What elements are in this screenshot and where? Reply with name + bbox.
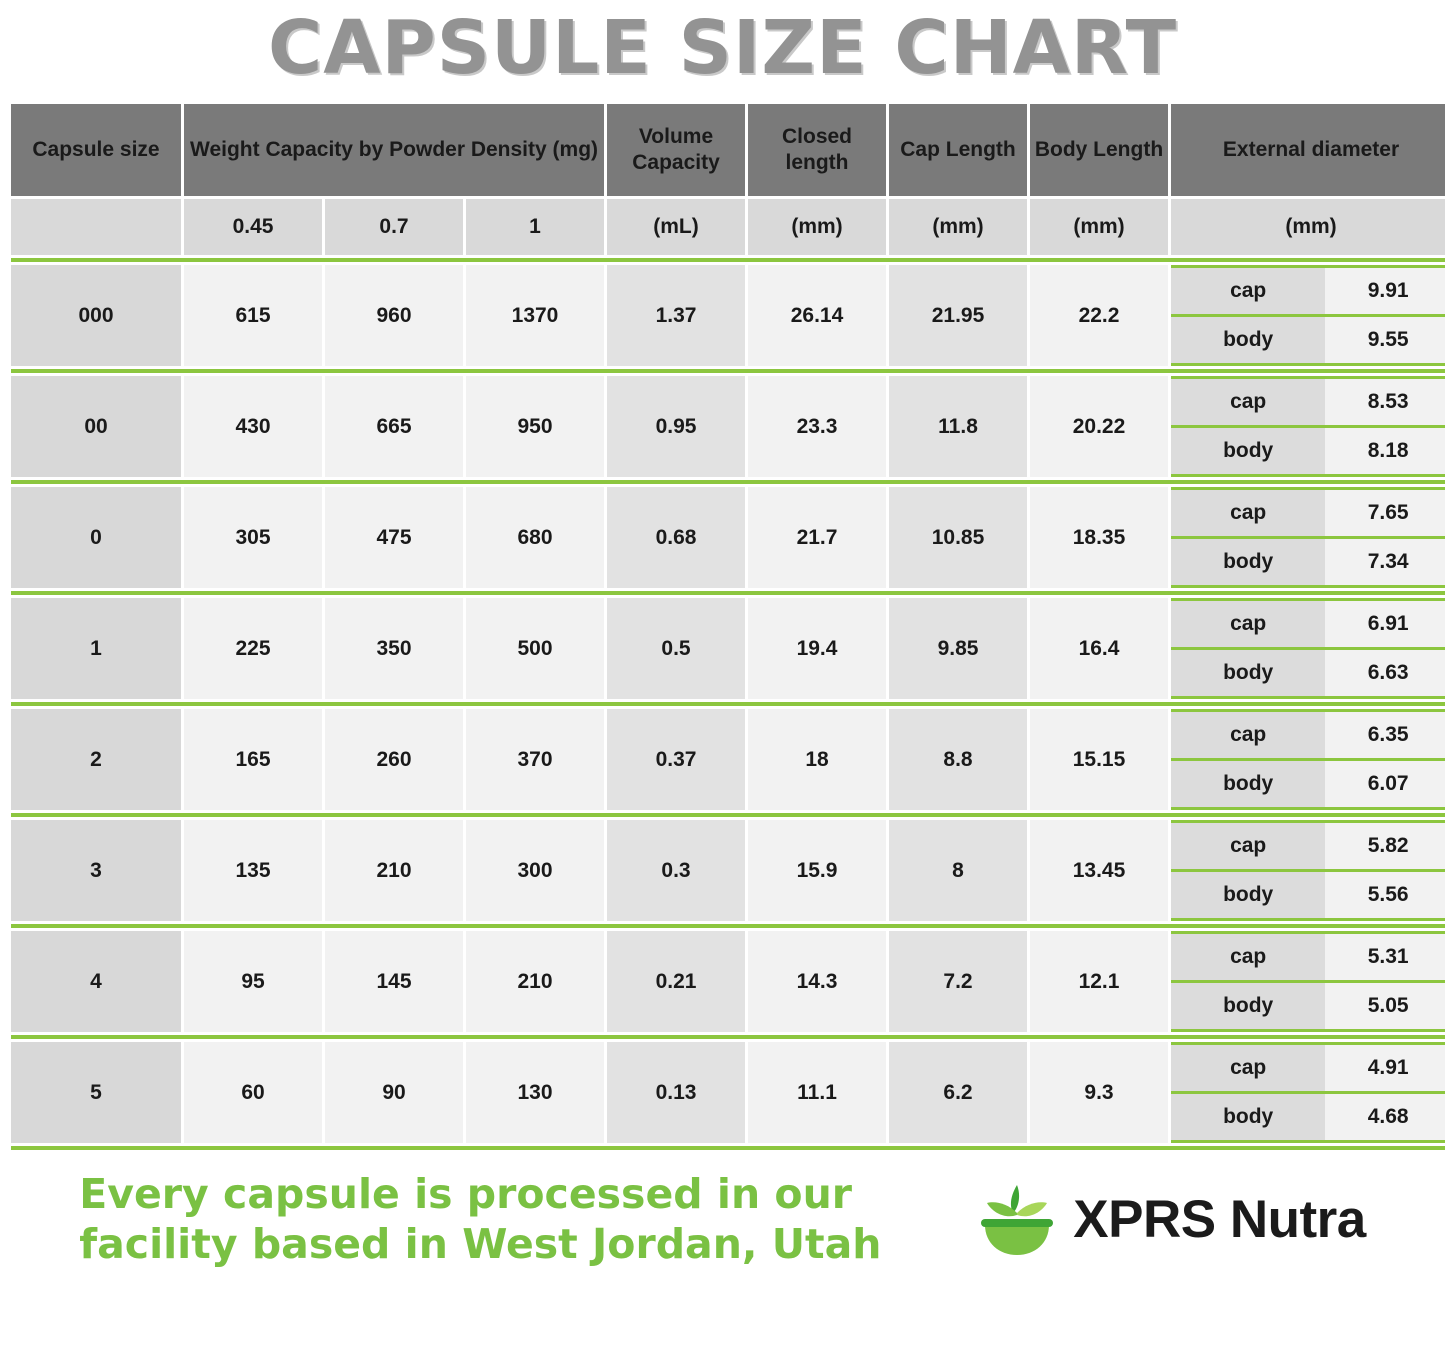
cell-closed: 14.3 <box>748 931 886 1032</box>
cell-w1: 680 <box>466 487 604 588</box>
footer-tagline: Every capsule is processed in our facility based in West Jordan, Utah <box>79 1170 882 1269</box>
subheader-density-045: 0.45 <box>184 199 322 255</box>
cell-w1: 130 <box>466 1042 604 1143</box>
leaf-mortar-icon <box>971 1173 1063 1265</box>
cell-w1: 370 <box>466 709 604 810</box>
row-separator <box>11 591 1445 595</box>
label-cap: cap <box>1171 1045 1325 1091</box>
cell-w07: 665 <box>325 376 463 477</box>
cell-volume: 0.5 <box>607 598 745 699</box>
cell-body-diameter: 5.56 <box>1325 872 1445 918</box>
cell-volume: 1.37 <box>607 265 745 366</box>
subheader-density-1: 1 <box>466 199 604 255</box>
cell-cap-diameter: 8.53 <box>1325 379 1445 425</box>
table-row <box>11 1042 1445 1143</box>
cell-cap-diameter: 5.82 <box>1325 823 1445 869</box>
cell-external-diameter <box>1171 709 1445 810</box>
cell-w045: 165 <box>184 709 322 810</box>
cell-w07: 210 <box>325 820 463 921</box>
row-separator <box>11 369 1445 373</box>
cell-w07: 145 <box>325 931 463 1032</box>
header-closed-length: Closed length <box>748 104 886 196</box>
row-separator <box>11 1035 1445 1039</box>
cell-external-diameter <box>1171 487 1445 588</box>
row-separator <box>11 258 1445 262</box>
label-cap: cap <box>1171 934 1325 980</box>
chart-table-container <box>0 91 1445 1153</box>
footer <box>0 1153 1445 1269</box>
label-cap: cap <box>1171 268 1325 314</box>
cell-w045: 615 <box>184 265 322 366</box>
table-row <box>11 820 1445 921</box>
cell-cap-length: 7.2 <box>889 931 1027 1032</box>
cell-body-length: 16.4 <box>1030 598 1168 699</box>
subheader-cap-units: (mm) <box>889 199 1027 255</box>
cell-closed: 23.3 <box>748 376 886 477</box>
subheader-closed-units: (mm) <box>748 199 886 255</box>
row-separator <box>11 924 1445 928</box>
row-separator <box>11 1146 1445 1150</box>
cell-w045: 60 <box>184 1042 322 1143</box>
cell-external-diameter <box>1171 598 1445 699</box>
cell-external-diameter <box>1171 265 1445 366</box>
cell-cap-diameter: 5.31 <box>1325 934 1445 980</box>
cell-body-diameter: 4.68 <box>1325 1094 1445 1140</box>
label-body: body <box>1171 983 1325 1029</box>
cell-volume: 0.95 <box>607 376 745 477</box>
cell-cap-length: 21.95 <box>889 265 1027 366</box>
cell-cap-length: 8 <box>889 820 1027 921</box>
cell-body-diameter: 5.05 <box>1325 983 1445 1029</box>
cell-w1: 210 <box>466 931 604 1032</box>
cell-cap-length: 10.85 <box>889 487 1027 588</box>
cell-cap-diameter: 6.91 <box>1325 601 1445 647</box>
table-row <box>11 709 1445 810</box>
cell-closed: 15.9 <box>748 820 886 921</box>
subheader-capsule-size <box>11 199 181 255</box>
subheader-density-07: 0.7 <box>325 199 463 255</box>
table-subheader-row <box>11 199 1445 255</box>
page-title: CAPSULE SIZE CHART <box>267 5 1178 91</box>
cell-cap-diameter: 9.91 <box>1325 268 1445 314</box>
cell-volume: 0.21 <box>607 931 745 1032</box>
cell-body-length: 20.22 <box>1030 376 1168 477</box>
cell-volume: 0.37 <box>607 709 745 810</box>
subheader-diameter-units: (mm) <box>1171 199 1445 255</box>
cell-body-length: 13.45 <box>1030 820 1168 921</box>
cell-external-diameter <box>1171 820 1445 921</box>
brand-logo <box>971 1173 1365 1265</box>
label-cap: cap <box>1171 601 1325 647</box>
cell-body-diameter: 8.18 <box>1325 428 1445 474</box>
cell-body-length: 15.15 <box>1030 709 1168 810</box>
cell-w045: 430 <box>184 376 322 477</box>
cell-w07: 960 <box>325 265 463 366</box>
cell-w1: 1370 <box>466 265 604 366</box>
cell-w07: 260 <box>325 709 463 810</box>
cell-body-diameter: 7.34 <box>1325 539 1445 585</box>
cell-cap-length: 8.8 <box>889 709 1027 810</box>
label-cap: cap <box>1171 823 1325 869</box>
cell-closed: 11.1 <box>748 1042 886 1143</box>
cell-w07: 475 <box>325 487 463 588</box>
cell-w045: 95 <box>184 931 322 1032</box>
label-body: body <box>1171 317 1325 363</box>
header-volume-capacity: Volume Capacity <box>607 104 745 196</box>
cell-w045: 135 <box>184 820 322 921</box>
label-body: body <box>1171 1094 1325 1140</box>
cell-size: 2 <box>11 709 181 810</box>
cell-cap-length: 11.8 <box>889 376 1027 477</box>
cell-size: 000 <box>11 265 181 366</box>
table-row <box>11 376 1445 477</box>
table-row <box>11 598 1445 699</box>
cell-cap-length: 6.2 <box>889 1042 1027 1143</box>
label-body: body <box>1171 650 1325 696</box>
capsule-size-table <box>8 101 1445 1153</box>
cell-external-diameter <box>1171 1042 1445 1143</box>
cell-body-diameter: 9.55 <box>1325 317 1445 363</box>
cell-cap-diameter: 7.65 <box>1325 490 1445 536</box>
brand-name: XPRS Nutra <box>1073 1189 1366 1249</box>
cell-cap-diameter: 4.91 <box>1325 1045 1445 1091</box>
table-row <box>11 265 1445 366</box>
cell-size: 3 <box>11 820 181 921</box>
label-body: body <box>1171 761 1325 807</box>
label-cap: cap <box>1171 712 1325 758</box>
label-body: body <box>1171 539 1325 585</box>
cell-body-length: 9.3 <box>1030 1042 1168 1143</box>
cell-w07: 350 <box>325 598 463 699</box>
header-external-diameter: External diameter <box>1171 104 1445 196</box>
cell-closed: 18 <box>748 709 886 810</box>
table-row <box>11 931 1445 1032</box>
cell-closed: 21.7 <box>748 487 886 588</box>
cell-size: 5 <box>11 1042 181 1143</box>
label-body: body <box>1171 872 1325 918</box>
header-capsule-size: Capsule size <box>11 104 181 196</box>
cell-volume: 0.13 <box>607 1042 745 1143</box>
cell-body-length: 22.2 <box>1030 265 1168 366</box>
header-body-length: Body Length <box>1030 104 1168 196</box>
cell-size: 00 <box>11 376 181 477</box>
table-row <box>11 487 1445 588</box>
cell-body-diameter: 6.63 <box>1325 650 1445 696</box>
cell-w045: 305 <box>184 487 322 588</box>
cell-cap-length: 9.85 <box>889 598 1027 699</box>
label-body: body <box>1171 428 1325 474</box>
cell-volume: 0.68 <box>607 487 745 588</box>
table-header-row <box>11 104 1445 196</box>
cell-external-diameter <box>1171 931 1445 1032</box>
cell-w1: 500 <box>466 598 604 699</box>
cell-size: 4 <box>11 931 181 1032</box>
cell-cap-diameter: 6.35 <box>1325 712 1445 758</box>
cell-volume: 0.3 <box>607 820 745 921</box>
cell-body-length: 12.1 <box>1030 931 1168 1032</box>
cell-body-length: 18.35 <box>1030 487 1168 588</box>
label-cap: cap <box>1171 490 1325 536</box>
cell-w07: 90 <box>325 1042 463 1143</box>
cell-closed: 19.4 <box>748 598 886 699</box>
cell-closed: 26.14 <box>748 265 886 366</box>
cell-w1: 950 <box>466 376 604 477</box>
subheader-volume-units: (mL) <box>607 199 745 255</box>
subheader-body-units: (mm) <box>1030 199 1168 255</box>
cell-size: 1 <box>11 598 181 699</box>
cell-w045: 225 <box>184 598 322 699</box>
cell-body-diameter: 6.07 <box>1325 761 1445 807</box>
row-separator <box>11 702 1445 706</box>
cell-external-diameter <box>1171 376 1445 477</box>
label-cap: cap <box>1171 379 1325 425</box>
row-separator <box>11 480 1445 484</box>
cell-w1: 300 <box>466 820 604 921</box>
header-cap-length: Cap Length <box>889 104 1027 196</box>
row-separator <box>11 813 1445 817</box>
header-weight-capacity: Weight Capacity by Powder Density (mg) <box>184 104 604 196</box>
cell-size: 0 <box>11 487 181 588</box>
